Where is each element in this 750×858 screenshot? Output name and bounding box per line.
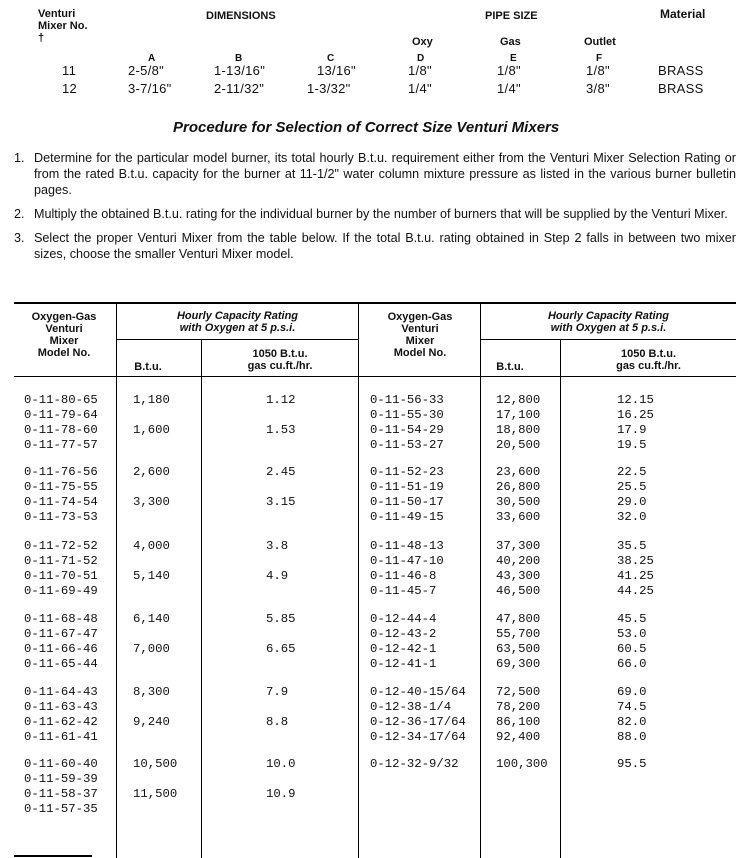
divider-left-btu xyxy=(201,340,202,858)
dim-d: 1/8" xyxy=(408,63,432,78)
dim-f: 3/8" xyxy=(586,81,610,96)
left-btu-value: 8,300 xyxy=(133,685,170,699)
right-gas-value: 82.0 xyxy=(617,714,647,729)
left-model-number: 0-11-66-46 xyxy=(24,641,98,656)
right-gas-value: 53.0 xyxy=(617,626,647,641)
right-model-number: 0-11-46-8 xyxy=(370,568,437,583)
right-gas-value: 19.5 xyxy=(617,437,647,452)
outlet-header: Outlet xyxy=(584,36,616,48)
right-btu-value: 78,200 xyxy=(496,699,541,714)
procedure-step: 3. Select the proper Venturi Mixer from the table below. If the total B.t.u. rating obtained in Step 2 falls in between two mixer sizes, choose the smaller Venturi Mixer model. xyxy=(14,231,736,261)
material: BRASS xyxy=(658,63,704,78)
left-model-number: 0-11-58-37 xyxy=(24,786,98,801)
left-model-number: 0-11-74-54 xyxy=(24,494,98,509)
left-model-number: 0-11-77-57 xyxy=(24,437,98,452)
step-text: Select the proper Venturi Mixer from the table below. If the total B.t.u. rating obtained in Step 2 falls in between two mixer sizes, choose the smaller Venturi Mixer model. xyxy=(34,231,736,261)
right-model-number: 0-11-45-7 xyxy=(370,583,437,598)
left-model-number: 0-11-63-43 xyxy=(24,699,98,714)
col-letter-a: A xyxy=(148,53,156,64)
right-btu-value: 43,300 xyxy=(496,568,541,583)
right-btu-value: 37,300 xyxy=(496,539,541,553)
procedure-steps xyxy=(14,150,736,270)
dim-e: 1/4" xyxy=(497,81,521,96)
rating-rule-left xyxy=(116,339,358,340)
right-model-number: 0-11-47-10 xyxy=(370,553,444,568)
right-model-number: 0-12-40-15/64 xyxy=(370,685,466,699)
right-btu-value: 72,500 xyxy=(496,685,541,699)
left-model-number: 0-11-71-52 xyxy=(24,553,98,568)
left-btu-value: 7,000 xyxy=(133,641,170,656)
right-btu-header: B.t.u. xyxy=(496,361,524,373)
right-btu-value: 12,800 xyxy=(496,393,541,407)
right-btu-value: 33,600 xyxy=(496,509,541,524)
step-text: Multiply the obtained B.t.u. rating for the individual burner by the number of burners that will be supplied by the Venturi Mixer. xyxy=(34,207,728,221)
rating-rule-right xyxy=(480,339,736,340)
dim-e: 1/8" xyxy=(497,63,521,78)
divider-center xyxy=(358,303,359,858)
left-model-number: 0-11-69-49 xyxy=(24,583,98,598)
left-model-number: 0-11-62-42 xyxy=(24,714,98,729)
left-gas-value: 6.65 xyxy=(266,641,296,656)
right-btu-value: 46,500 xyxy=(496,583,541,598)
right-btu-value: 40,200 xyxy=(496,553,541,568)
right-gas-value: 41.25 xyxy=(617,568,654,583)
right-gas-value: 29.0 xyxy=(617,494,647,509)
right-btu-value: 63,500 xyxy=(496,641,541,656)
dim-c: 1-3/32" xyxy=(307,81,351,96)
right-btu-value: 20,500 xyxy=(496,437,541,452)
right-btu-value: 18,800 xyxy=(496,422,541,437)
left-btu-value: 5,140 xyxy=(133,568,170,583)
right-gas-value: 22.5 xyxy=(617,465,647,479)
right-model-number: 0-12-34-17/64 xyxy=(370,729,466,744)
right-gas-value: 45.5 xyxy=(617,612,647,626)
left-model-number: 0-11-73-53 xyxy=(24,509,98,524)
divider-left-model xyxy=(116,303,117,858)
right-gas-value: 74.5 xyxy=(617,699,647,714)
right-model-number: 0-11-48-13 xyxy=(370,539,444,553)
left-model-number: 0-11-57-35 xyxy=(24,801,98,816)
left-model-number: 0-11-68-48 xyxy=(24,612,98,626)
left-model-number: 0-11-75-55 xyxy=(24,479,98,494)
left-gas-value: 1.12 xyxy=(266,393,296,407)
right-gas-value: 25.5 xyxy=(617,479,647,494)
right-gas-value: 69.0 xyxy=(617,685,647,699)
left-btu-value: 2,600 xyxy=(133,465,170,479)
left-model-number: 0-11-67-47 xyxy=(24,626,98,641)
material-header: Material xyxy=(660,7,706,21)
left-gas-header: 1050 B.t.u. gas cu.ft./hr. xyxy=(247,348,313,372)
right-gas-header: 1050 B.t.u. gas cu.ft./hr. xyxy=(616,348,681,372)
dim-b: 2-11/32" xyxy=(214,81,265,96)
col-letter-e: E xyxy=(510,53,517,64)
right-btu-value: 100,300 xyxy=(496,757,548,771)
left-model-number: 0-11-61-41 xyxy=(24,729,98,744)
right-gas-value: 88.0 xyxy=(617,729,647,744)
left-gas-value: 7.9 xyxy=(266,685,289,699)
col-letter-f: F xyxy=(596,53,603,64)
col-letter-d: D xyxy=(417,53,425,64)
left-gas-value: 10.0 xyxy=(266,757,296,771)
procedure-step: 2. Multiply the obtained B.t.u. rating for the individual burner by the number of burners that will be supplied by the Venturi Mixer. xyxy=(14,207,728,221)
right-model-number: 0-12-41-1 xyxy=(370,656,437,671)
right-btu-value: 69,300 xyxy=(496,656,541,671)
dim-f: 1/8" xyxy=(586,63,610,78)
left-gas-value: 2.45 xyxy=(266,465,296,479)
col-letter-c: C xyxy=(327,53,335,64)
left-model-number: 0-11-80-65 xyxy=(24,393,98,407)
left-model-number: 0-11-76-56 xyxy=(24,465,98,479)
mixer-no: 12 xyxy=(62,81,78,96)
pipe-size-header: PIPE SIZE xyxy=(485,10,538,22)
left-gas-value: 8.8 xyxy=(266,714,289,729)
right-model-number: 0-12-32-9/32 xyxy=(370,757,459,771)
material: BRASS xyxy=(658,81,704,96)
mixer-no: 11 xyxy=(62,63,77,78)
left-model-number: 0-11-60-40 xyxy=(24,757,98,771)
right-model-number: 0-11-53-27 xyxy=(370,437,444,452)
left-btu-value: 11,500 xyxy=(133,786,178,801)
left-model-number: 0-11-59-39 xyxy=(24,771,98,786)
divider-right-btu xyxy=(560,340,561,858)
left-model-number: 0-11-70-51 xyxy=(24,568,98,583)
step-text: Determine for the particular model burner, its total hourly B.t.u. requirement either from the Venturi Mixer Selection Rating or from the rated B.t.u. capacity for the burner at 11-1/2" water column mixture pressure as listed in the various burner bulletin pages. xyxy=(34,151,736,197)
right-btu-value: 30,500 xyxy=(496,494,541,509)
procedure-title: Procedure for Selection of Correct Size Venturi Mixers xyxy=(173,119,560,136)
dimensions-header: DIMENSIONS xyxy=(206,10,276,22)
right-gas-value: 66.0 xyxy=(617,656,647,671)
left-gas-value: 1.53 xyxy=(266,422,296,437)
right-model-number: 0-11-56-33 xyxy=(370,393,444,407)
right-btu-value: 86,100 xyxy=(496,714,541,729)
right-model-number: 0-11-52-23 xyxy=(370,465,444,479)
right-btu-value: 47,800 xyxy=(496,612,541,626)
left-btu-value: 1,600 xyxy=(133,422,170,437)
footer-rule xyxy=(14,855,92,857)
left-model-number: 0-11-72-52 xyxy=(24,539,98,553)
right-gas-value: 95.5 xyxy=(617,757,647,771)
right-model-number: 0-12-44-4 xyxy=(370,612,437,626)
oxy-header: Oxy xyxy=(412,36,433,48)
procedure-step: 1. Determine for the particular model burner, its total hourly B.t.u. requirement either from the Venturi Mixer Selection Rating or from the rated B.t.u. capacity for the burner at 11-1/2" water column mixture pressure as listed in the various burner bulletin pages. xyxy=(14,151,736,197)
left-model-number: 0-11-78-60 xyxy=(24,422,98,437)
gas-header: Gas xyxy=(500,36,521,48)
right-gas-value: 38.25 xyxy=(617,553,654,568)
right-gas-value: 12.15 xyxy=(617,393,654,407)
table-header-rule xyxy=(14,376,736,377)
right-gas-value: 60.5 xyxy=(617,641,647,656)
right-gas-value: 44.25 xyxy=(617,583,654,598)
left-gas-value: 3.8 xyxy=(266,539,289,553)
left-btu-value: 6,140 xyxy=(133,612,170,626)
left-gas-value: 10.9 xyxy=(266,786,296,801)
dim-a: 2-5/8" xyxy=(128,63,165,78)
right-model-number: 0-12-42-1 xyxy=(370,641,437,656)
right-model-header: Oxygen-Gas Venturi Mixer Model No. xyxy=(387,311,453,359)
right-rating-header: Hourly Capacity Rating with Oxygen at 5 p.s.i. xyxy=(547,310,670,334)
left-rating-header: Hourly Capacity Rating with Oxygen at 5 p.s.i. xyxy=(176,310,299,334)
left-btu-value: 3,300 xyxy=(133,494,170,509)
left-model-number: 0-11-65-44 xyxy=(24,656,98,671)
right-model-number: 0-11-51-19 xyxy=(370,479,444,494)
left-model-header: Oxygen-Gas Venturi Mixer Model No. xyxy=(31,311,97,359)
right-btu-value: 55,700 xyxy=(496,626,541,641)
right-btu-value: 92,400 xyxy=(496,729,541,744)
left-model-number: 0-11-79-64 xyxy=(24,407,98,422)
right-gas-value: 17.9 xyxy=(617,422,647,437)
dim-b: 1-13/16" xyxy=(214,63,266,78)
right-btu-value: 17,100 xyxy=(496,407,541,422)
left-btu-value: 10,500 xyxy=(133,757,178,771)
right-btu-value: 23,600 xyxy=(496,465,541,479)
right-gas-value: 35.5 xyxy=(617,539,647,553)
col-letter-b: B xyxy=(235,53,243,64)
right-gas-value: 32.0 xyxy=(617,509,647,524)
table-top-rule xyxy=(14,302,736,304)
right-model-number: 0-11-54-29 xyxy=(370,422,444,437)
right-model-number: 0-11-49-15 xyxy=(370,509,444,524)
right-gas-value: 16.25 xyxy=(617,407,654,422)
divider-right-model xyxy=(480,303,481,858)
right-model-number: 0-12-36-17/64 xyxy=(370,714,466,729)
right-model-number: 0-11-55-30 xyxy=(370,407,444,422)
left-gas-value: 4.9 xyxy=(266,568,289,583)
left-btu-value: 4,000 xyxy=(133,539,170,553)
right-model-number: 0-12-43-2 xyxy=(370,626,437,641)
left-gas-value: 3.15 xyxy=(266,494,296,509)
left-btu-header: B.t.u. xyxy=(134,361,162,373)
left-model-number: 0-11-64-43 xyxy=(24,685,98,699)
right-model-number: 0-12-38-1/4 xyxy=(370,699,452,714)
dim-d: 1/4" xyxy=(408,81,432,96)
dim-a: 3-7/16" xyxy=(128,81,172,96)
left-gas-value: 5.85 xyxy=(266,612,296,626)
right-btu-value: 26,800 xyxy=(496,479,541,494)
dim-c: 13/16" xyxy=(317,63,356,78)
mixer-no-header: Venturi Mixer No. † xyxy=(38,8,88,44)
left-btu-value: 1,180 xyxy=(133,393,170,407)
right-model-number: 0-11-50-17 xyxy=(370,494,444,509)
left-btu-value: 9,240 xyxy=(133,714,170,729)
